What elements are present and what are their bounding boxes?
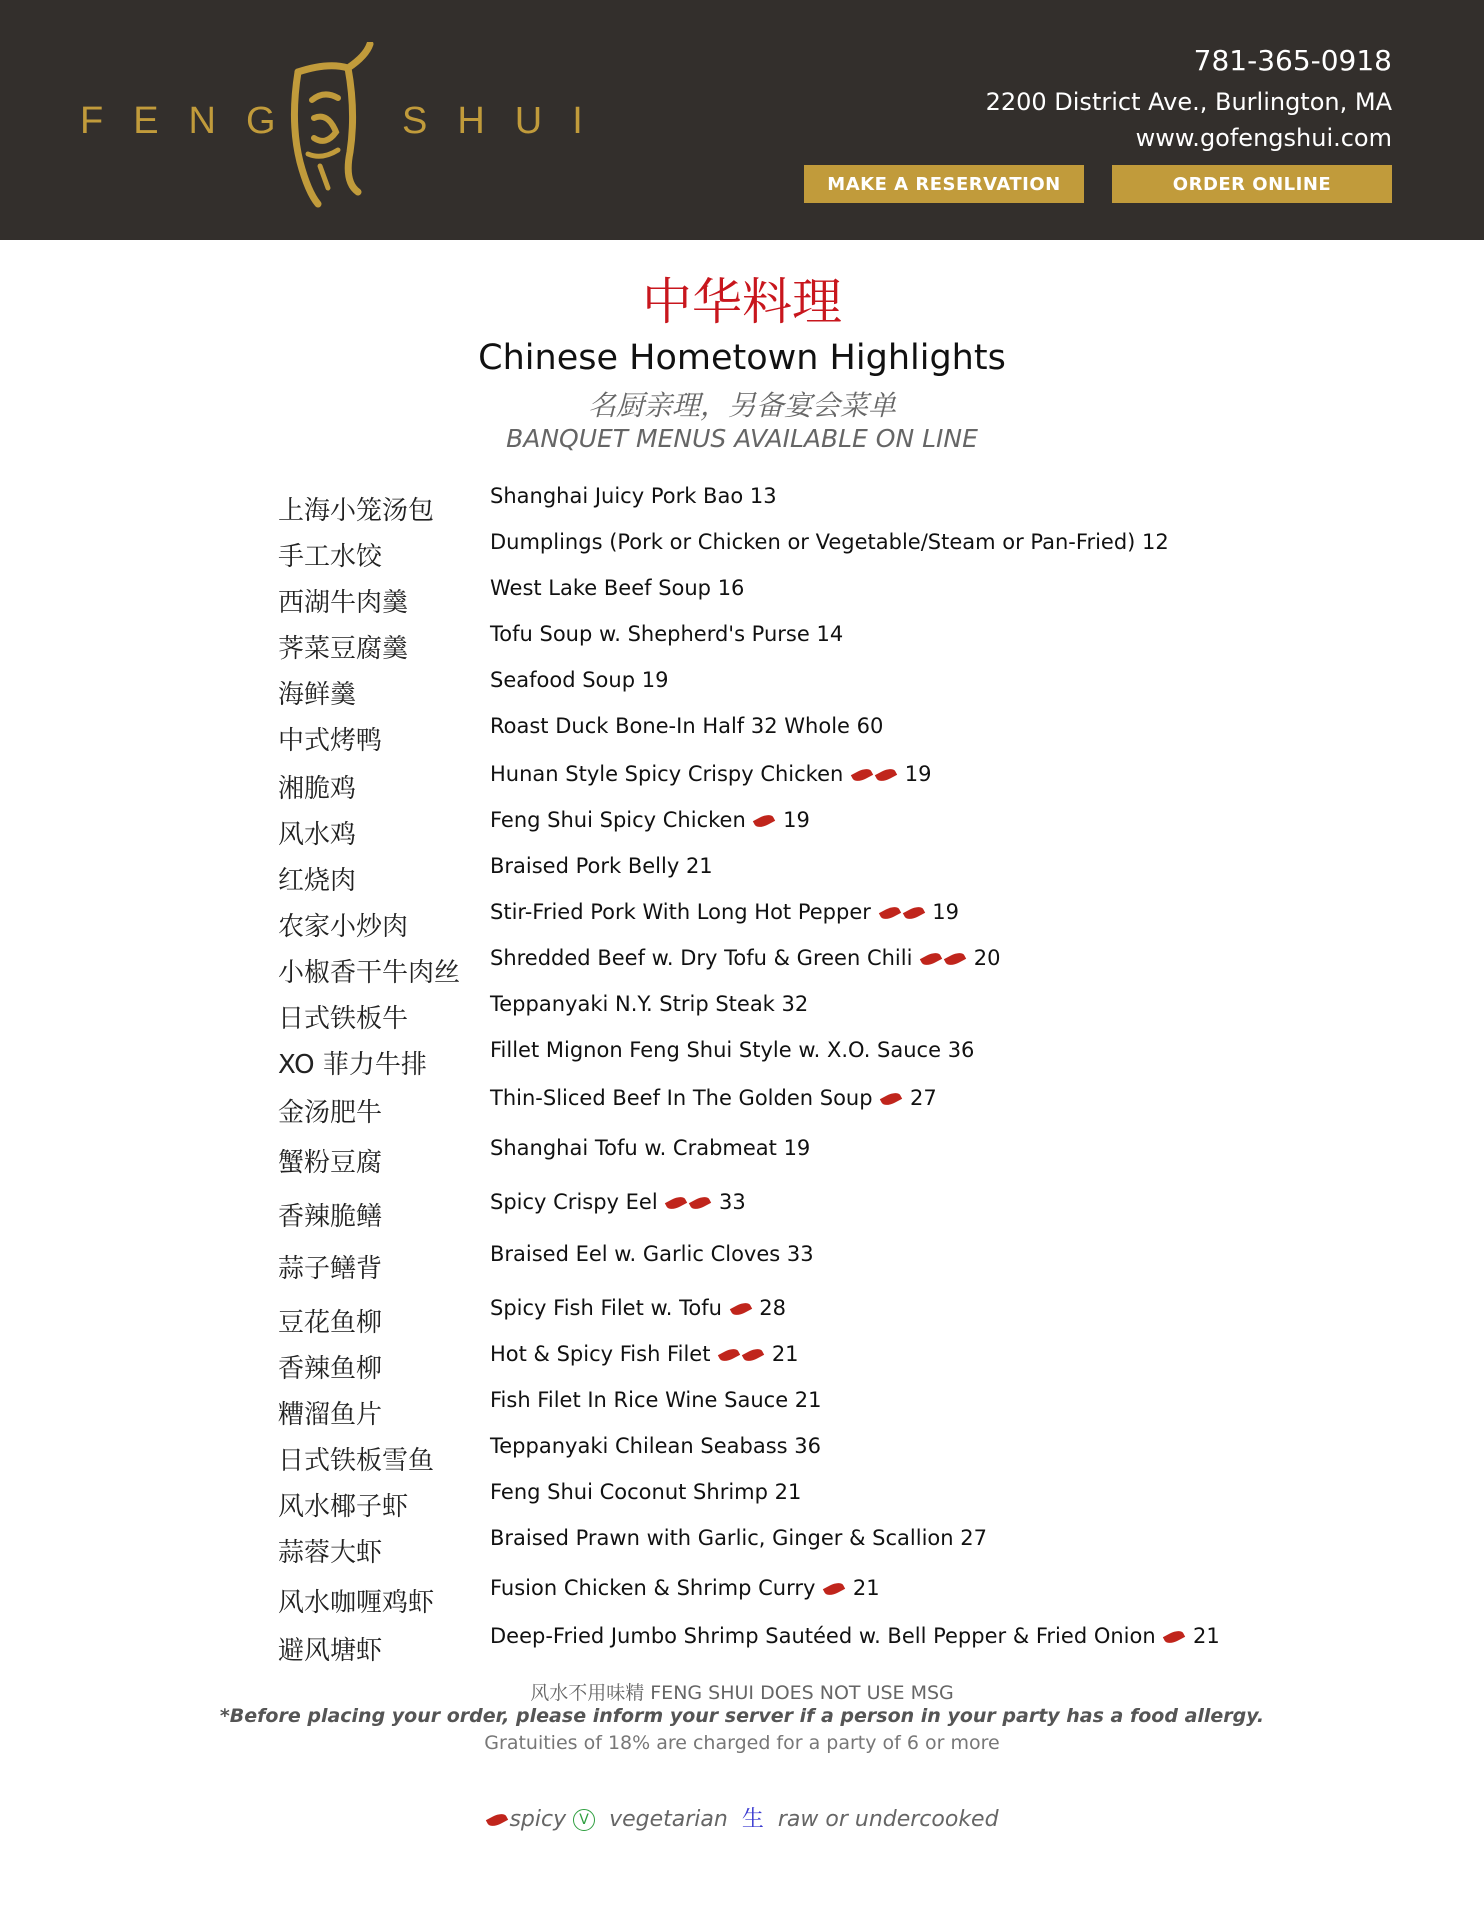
menu-item	[0, 1576, 1484, 1616]
chili-pepper-icon	[851, 766, 873, 784]
menu-item-chinese-name: 豆花鱼柳	[278, 1308, 383, 1338]
menu-item-name: Braised Eel w. Garlic Cloves 33	[490, 1242, 814, 1266]
menu-item-chinese-name: 避风塘虾	[278, 1636, 383, 1666]
page-title-chinese: 中华料理	[642, 273, 842, 331]
menu-item-english-name	[490, 1624, 1220, 1648]
menu-item-price: 19	[904, 762, 932, 786]
menu-item	[0, 946, 1484, 986]
menu-item-price: 19	[783, 808, 810, 832]
menu-item-name: Stir-Fried Pork With Long Hot Pepper	[490, 900, 871, 924]
menu-item	[0, 530, 1484, 570]
menu-item-name: Spicy Crispy Eel	[490, 1190, 658, 1214]
menu-item	[0, 576, 1484, 616]
menu-item-chinese-name: 香辣鱼柳	[278, 1354, 383, 1384]
menu-item-name: Hunan Style Spicy Crispy Chicken	[490, 762, 844, 786]
menu-item	[0, 484, 1484, 524]
menu-item-name: Fish Filet In Rice Wine Sauce 21	[490, 1388, 822, 1412]
website-link[interactable]: www.gofengshui.com	[1135, 124, 1392, 152]
menu-item-name: Fillet Mignon Feng Shui Style w. X.O. Sauce 36	[490, 1038, 975, 1062]
chili-pepper-icon	[753, 812, 775, 830]
chili-pepper-icon	[920, 950, 942, 968]
chili-pepper-icon	[823, 1580, 845, 1598]
menu-item	[0, 854, 1484, 894]
menu-item-english-name	[490, 1342, 799, 1366]
chili-pepper-icon	[742, 1346, 764, 1364]
menu-item-name: Tofu Soup w. Shepherd's Purse 14	[490, 622, 844, 646]
order-online-button[interactable]: ORDER ONLINE	[1112, 165, 1392, 203]
menu-item-english-name	[490, 714, 883, 738]
menu-item-name: Deep-Fried Jumbo Shrimp Sautéed w. Bell Pepper & Fried Onion	[490, 1624, 1156, 1648]
menu-item-english-name	[490, 530, 1169, 554]
menu-item	[0, 668, 1484, 708]
menu-item-name: Shanghai Juicy Pork Bao 13	[490, 484, 777, 508]
menu-item-chinese-name: 湘脆鸡	[278, 774, 357, 804]
menu-item-name: Roast Duck Bone-In Half 32 Whole 60	[490, 714, 884, 738]
menu-item	[0, 1136, 1484, 1176]
menu-item-english-name	[490, 808, 810, 832]
menu-item-chinese-name: 蒜子鳝背	[278, 1254, 383, 1284]
chili-pepper-icon	[875, 766, 897, 784]
menu-item	[0, 1296, 1484, 1336]
menu-item	[0, 1242, 1484, 1282]
menu-item-english-name	[490, 946, 1001, 970]
menu-item	[0, 992, 1484, 1032]
menu-item-name: Thin-Sliced Beef In The Golden Soup	[490, 1086, 873, 1110]
phone-number[interactable]: 781-365-0918	[1193, 44, 1392, 77]
chili-pepper-icon	[944, 950, 966, 968]
menu-item	[0, 900, 1484, 940]
menu-item-name: Feng Shui Coconut Shrimp 21	[490, 1480, 802, 1504]
menu-item-chinese-name: XO 菲力牛排	[278, 1050, 427, 1080]
menu-item-name: Braised Pork Belly 21	[490, 854, 713, 878]
menu-item-name: West Lake Beef Soup 16	[490, 576, 745, 600]
menu-item-english-name	[490, 762, 931, 786]
gratuity-note: Gratuities of 18% are charged for a party of 6 or more	[484, 1732, 1000, 1754]
menu-item-chinese-name: 香辣脆鳝	[278, 1202, 383, 1232]
menu-item	[0, 1526, 1484, 1566]
address: 2200 District Ave., Burlington, MA	[985, 88, 1392, 116]
menu-item-name: Seafood Soup 19	[490, 668, 669, 692]
menu-item	[0, 1480, 1484, 1520]
menu-item-chinese-name: 糟溜鱼片	[278, 1400, 383, 1430]
menu-item-name: Spicy Fish Filet w. Tofu	[490, 1296, 722, 1320]
menu-item	[0, 1624, 1484, 1664]
chili-pepper-icon	[878, 904, 900, 922]
menu-item-chinese-name: 风水鸡	[278, 820, 357, 850]
allergy-note: *Before placing your order, please inform your server if a person in your party has a food allergy.	[219, 1705, 1265, 1727]
chili-pepper-icon	[880, 1090, 902, 1108]
menu-item-english-name	[490, 992, 808, 1016]
menu-item-english-name	[490, 1190, 746, 1214]
menu-item	[0, 1388, 1484, 1428]
menu-item-chinese-name: 蒜蓉大虾	[278, 1538, 383, 1568]
menu-item-chinese-name: 日式铁板牛	[278, 1004, 409, 1034]
menu-item-english-name	[490, 854, 713, 878]
menu-item-chinese-name: 金汤肥牛	[278, 1098, 383, 1128]
menu-item-chinese-name: 日式铁板雪鱼	[278, 1446, 435, 1476]
menu-item-chinese-name: 红烧肉	[278, 866, 357, 896]
menu-item	[0, 622, 1484, 662]
menu-item-name: Hot & Spicy Fish Filet	[490, 1342, 711, 1366]
menu-item-price: 21	[771, 1342, 799, 1366]
menu-item	[0, 714, 1484, 754]
page-title: Chinese Hometown Highlights	[478, 338, 1006, 378]
chili-pepper-icon	[729, 1300, 751, 1318]
menu-item-chinese-name: 风水咖喱鸡虾	[278, 1588, 435, 1618]
menu-item-english-name	[490, 1576, 880, 1600]
menu-item-price: 21	[852, 1576, 880, 1600]
logo-text-feng: FENG	[80, 100, 306, 142]
menu-item	[0, 808, 1484, 848]
raw-icon: 生	[741, 1807, 764, 1832]
menu-item-chinese-name: 荠菜豆腐羹	[278, 634, 409, 664]
menu-item-english-name	[490, 1434, 821, 1458]
make-reservation-button[interactable]: MAKE A RESERVATION	[804, 165, 1084, 203]
menu-item	[0, 1086, 1484, 1126]
menu-item-english-name	[490, 1480, 801, 1504]
menu-item-chinese-name: 西湖牛肉羹	[278, 588, 409, 618]
menu-item-english-name	[490, 622, 843, 646]
logo-text-shui: SHUI	[402, 100, 613, 142]
menu-item-price: 19	[932, 900, 960, 924]
menu-item-chinese-name: 小椒香干牛肉丝	[278, 958, 461, 988]
legend-spicy: spicy	[509, 1807, 567, 1832]
menu-item-english-name	[490, 1136, 810, 1160]
menu-item-name: Shredded Beef w. Dry Tofu & Green Chili	[490, 946, 913, 970]
menu-item-english-name	[490, 1388, 822, 1412]
menu-item-english-name	[490, 1242, 814, 1266]
menu-item-english-name	[490, 668, 668, 692]
menu-item-name: Teppanyaki N.Y. Strip Steak 32	[490, 992, 809, 1016]
menu-item-chinese-name: 风水椰子虾	[278, 1492, 409, 1522]
menu-item	[0, 1038, 1484, 1078]
chili-pepper-icon	[902, 904, 924, 922]
subtitle-chinese: 名厨亲理，另备宴会菜单	[587, 389, 896, 422]
menu-item-price: 28	[759, 1296, 787, 1320]
menu-item-chinese-name: 蟹粉豆腐	[278, 1148, 383, 1178]
menu-item-name: Braised Prawn with Garlic, Ginger & Scallion 27	[490, 1526, 987, 1550]
chili-pepper-icon	[718, 1346, 740, 1364]
legend-raw: raw or undercooked	[777, 1807, 999, 1832]
menu-item-chinese-name: 手工水饺	[278, 542, 383, 572]
menu-item-english-name	[490, 1038, 974, 1062]
menu-item-english-name	[490, 1086, 937, 1110]
subtitle-banquet: BANQUET MENUS AVAILABLE ON LINE	[506, 424, 978, 453]
menu-item-price: 27	[909, 1086, 937, 1110]
chili-pepper-icon	[689, 1194, 711, 1212]
menu-item-chinese-name: 农家小炒肉	[278, 912, 409, 942]
menu-item-english-name	[490, 1526, 987, 1550]
menu-item-english-name	[490, 484, 777, 508]
menu-item	[0, 1434, 1484, 1474]
menu-item-english-name	[490, 1296, 786, 1320]
menu-item-english-name	[490, 900, 959, 924]
menu-item	[0, 762, 1484, 802]
legend-vegetarian: vegetarian	[609, 1807, 728, 1832]
msg-note: 风水不用味精 FENG SHUI DOES NOT USE MSG	[530, 1682, 954, 1704]
menu-item-name: Fusion Chicken & Shrimp Curry	[490, 1576, 816, 1600]
menu-item	[0, 1342, 1484, 1382]
legend	[0, 1802, 1484, 1833]
menu-item-english-name	[490, 576, 744, 600]
menu-item-price: 21	[1193, 1624, 1220, 1648]
menu-item-chinese-name: 中式烤鸭	[278, 726, 383, 756]
menu-item	[0, 1190, 1484, 1230]
menu-item-price: 20	[973, 946, 1001, 970]
menu-item-chinese-name: 上海小笼汤包	[278, 496, 435, 526]
chili-pepper-icon	[486, 1811, 508, 1829]
menu-item-name: Feng Shui Spicy Chicken	[490, 808, 746, 832]
chili-pepper-icon	[665, 1194, 687, 1212]
menu-item-price: 33	[719, 1190, 746, 1214]
menu-item-name: Dumplings (Pork or Chicken or Vegetable/Steam or Pan-Fried) 12	[490, 530, 1169, 554]
vegetarian-icon: V	[573, 1809, 595, 1831]
menu-item-name: Teppanyaki Chilean Seabass 36	[490, 1434, 821, 1458]
menu-item-name: Shanghai Tofu w. Crabmeat 19	[490, 1136, 811, 1160]
menu-item-chinese-name: 海鲜羹	[278, 680, 357, 710]
chili-pepper-icon	[1163, 1628, 1185, 1646]
